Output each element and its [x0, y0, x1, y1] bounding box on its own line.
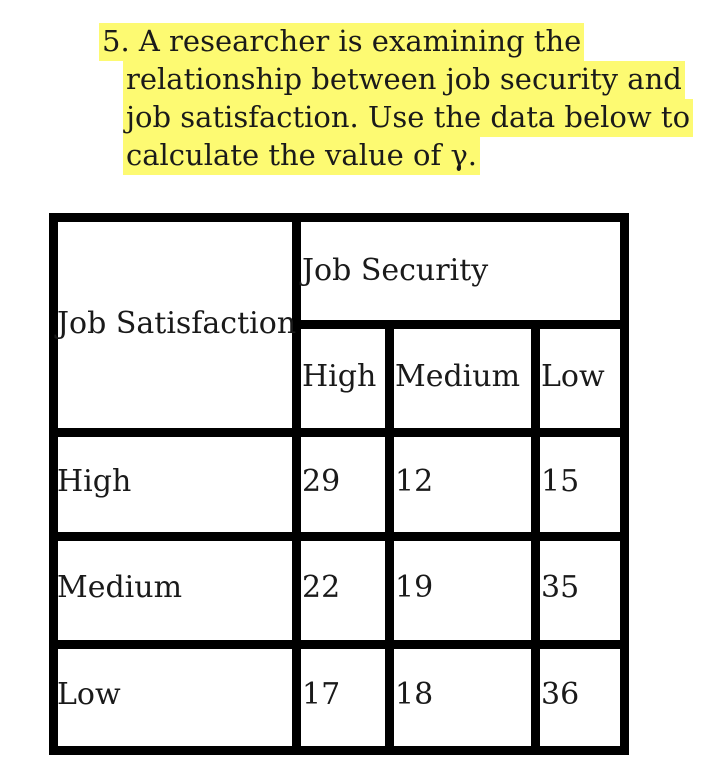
rule-after-col-medium: [531, 320, 540, 755]
row-header-label: Job Satisfaction: [57, 306, 297, 341]
question-line-2: relationship between job security and: [99, 60, 699, 98]
rule-under-row-medium: [49, 640, 629, 649]
cell-medium-low: 35: [541, 570, 580, 605]
cell-low-high: 17: [302, 677, 341, 712]
column-header-high: High: [302, 359, 377, 394]
row-label-high: High: [57, 464, 132, 499]
table-border-right: [620, 213, 629, 755]
rule-after-col-high: [385, 320, 394, 755]
column-header-low: Low: [541, 359, 605, 394]
rule-under-row-high: [49, 532, 629, 541]
question-line-3: job satisfaction. Use the data below to: [99, 98, 699, 136]
row-label-low: Low: [57, 677, 121, 712]
cell-medium-high: 22: [302, 570, 341, 605]
column-header-medium: Medium: [395, 359, 521, 394]
rule-after-row-header: [292, 213, 301, 755]
cell-high-high: 29: [302, 464, 341, 499]
table-border-bottom: [49, 746, 629, 755]
column-group-header: Job Security: [302, 253, 489, 288]
cell-high-medium: 12: [395, 464, 434, 499]
question-line-1: 5. A researcher is examining the: [99, 22, 699, 60]
question-line-4: calculate the value of γ.: [99, 136, 699, 174]
cell-medium-medium: 19: [395, 570, 434, 605]
cell-high-low: 15: [541, 464, 580, 499]
cell-low-medium: 18: [395, 677, 434, 712]
rule-under-group-header: [292, 320, 629, 329]
row-label-medium: Medium: [57, 570, 183, 605]
table-border-top: [49, 213, 629, 222]
rule-under-header: [49, 428, 629, 437]
cell-low-low: 36: [541, 677, 580, 712]
